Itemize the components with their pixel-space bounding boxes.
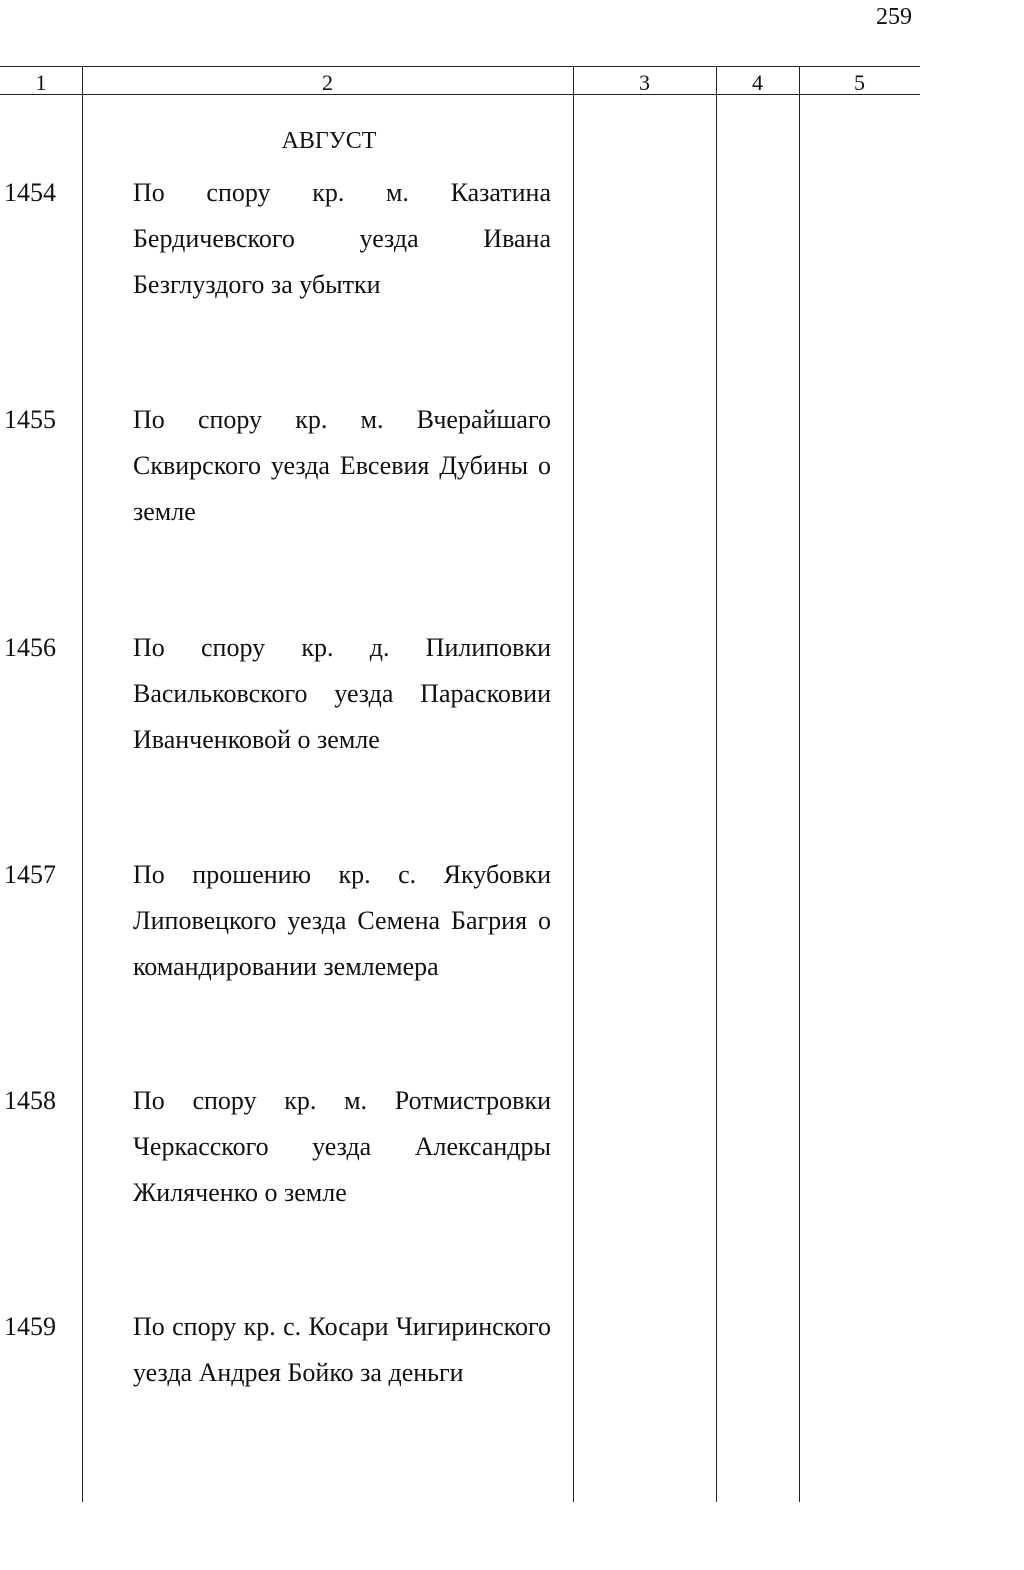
page-number: 259 bbox=[876, 4, 912, 30]
entry-description: По спору кр. м. Вчерайшаго Сквирского уезда Евсевия Дубины о земле bbox=[133, 405, 551, 526]
column-header-5: 5 bbox=[854, 70, 865, 95]
entry-number: 1458 bbox=[4, 1086, 56, 1115]
entry-description: По прошению кр. с. Якубовки Липовецкого уезда Семена Багрия о командировании землемера bbox=[133, 860, 551, 981]
table-row bbox=[0, 170, 600, 310]
table-top-rule bbox=[0, 66, 920, 67]
column-divider-3-4 bbox=[716, 66, 717, 1502]
table-row bbox=[0, 1078, 600, 1218]
entry-number: 1454 bbox=[4, 178, 56, 207]
column-header-2: 2 bbox=[322, 70, 333, 95]
table-row bbox=[0, 1304, 600, 1444]
section-title: АВГУСТ bbox=[281, 128, 377, 154]
column-divider-4-5 bbox=[799, 66, 800, 1502]
column-header-3: 3 bbox=[639, 70, 650, 95]
entry-description: По спору кр. м. Ротмистровки Черкасского уезда Александры Жиляченко о земле bbox=[133, 1086, 551, 1207]
column-header-1: 1 bbox=[35, 70, 47, 95]
table-row bbox=[0, 852, 600, 992]
entry-description: По спору кр. м. Казатина Бердичевского уезда Ивана Безглуздого за убытки bbox=[133, 178, 551, 299]
table-row bbox=[0, 397, 600, 537]
entry-number: 1459 bbox=[4, 1312, 56, 1341]
entry-number: 1456 bbox=[4, 633, 56, 662]
entry-number: 1455 bbox=[4, 405, 56, 434]
entry-number: 1457 bbox=[4, 860, 56, 889]
entry-description: По спору кр. д. Пилиповки Васильковского уезда Парасковии Иванченковой о земле bbox=[133, 633, 551, 754]
entry-description: По спору кр. с. Косари Чигиринского уезда Андрея Бойко за деньги bbox=[133, 1312, 551, 1387]
table-row bbox=[0, 625, 600, 765]
column-header-4: 4 bbox=[752, 70, 763, 95]
